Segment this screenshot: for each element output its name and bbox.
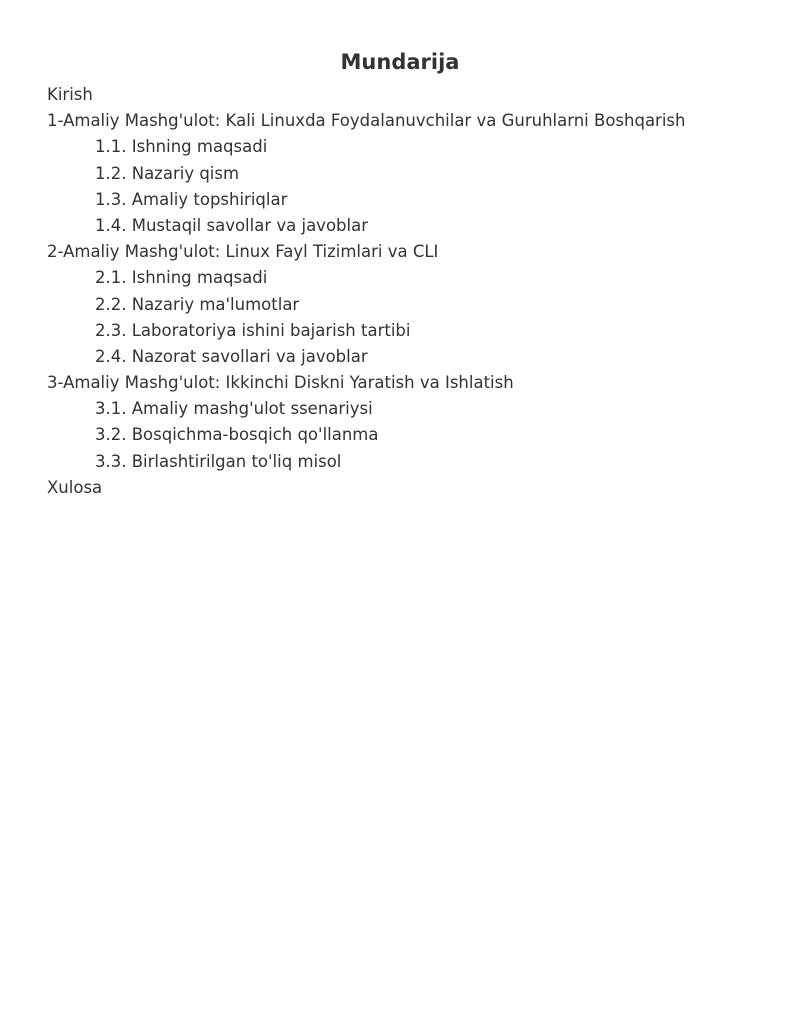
- toc-entry-lab-1[interactable]: 1-Amaliy Mashg'ulot: Kali Linuxda Foydalanuvchilar va Guruhlarni Boshqarish: [47, 111, 686, 131]
- toc-entry-introduction[interactable]: Kirish: [47, 85, 93, 104]
- toc-entry-3-1[interactable]: 3.1. Amaliy mashg'ulot ssenariysi: [95, 399, 373, 419]
- toc-entry-3-3[interactable]: 3.3. Birlashtirilgan to'liq misol: [95, 451, 342, 471]
- toc-entry-lab-3[interactable]: 3-Amaliy Mashg'ulot: Ikkinchi Diskni Yaratish va Ishlatish: [47, 373, 514, 393]
- toc-entry-1-1[interactable]: 1.1. Ishning maqsadi: [95, 137, 268, 157]
- toc-entry-1-2[interactable]: 1.2. Nazariy qism: [95, 163, 240, 183]
- toc-entry-1-3[interactable]: 1.3. Amaliy topshiriqlar: [95, 189, 288, 209]
- toc-entry-conclusion[interactable]: Xulosa: [47, 477, 103, 497]
- page-title: Mundarija: [340, 50, 460, 74]
- toc-entry-2-1[interactable]: 2.1. Ishning maqsadi: [95, 268, 268, 288]
- toc-entry-2-2[interactable]: 2.2. Nazariy ma'lumotlar: [95, 294, 300, 314]
- toc-entry-3-2[interactable]: 3.2. Bosqichma-bosqich qo'llanma: [95, 425, 379, 445]
- toc-entry-lab-2[interactable]: 2-Amaliy Mashg'ulot: Linux Fayl Tizimlari va CLI: [47, 242, 439, 262]
- table-of-contents: [47, 82, 767, 501]
- toc-entry-2-4[interactable]: 2.4. Nazorat savollari va javoblar: [95, 346, 368, 366]
- toc-entry-2-3[interactable]: 2.3. Laboratoriya ishini bajarish tartibi: [95, 320, 411, 340]
- toc-entry-1-4[interactable]: 1.4. Mustaqil savollar va javoblar: [95, 215, 368, 235]
